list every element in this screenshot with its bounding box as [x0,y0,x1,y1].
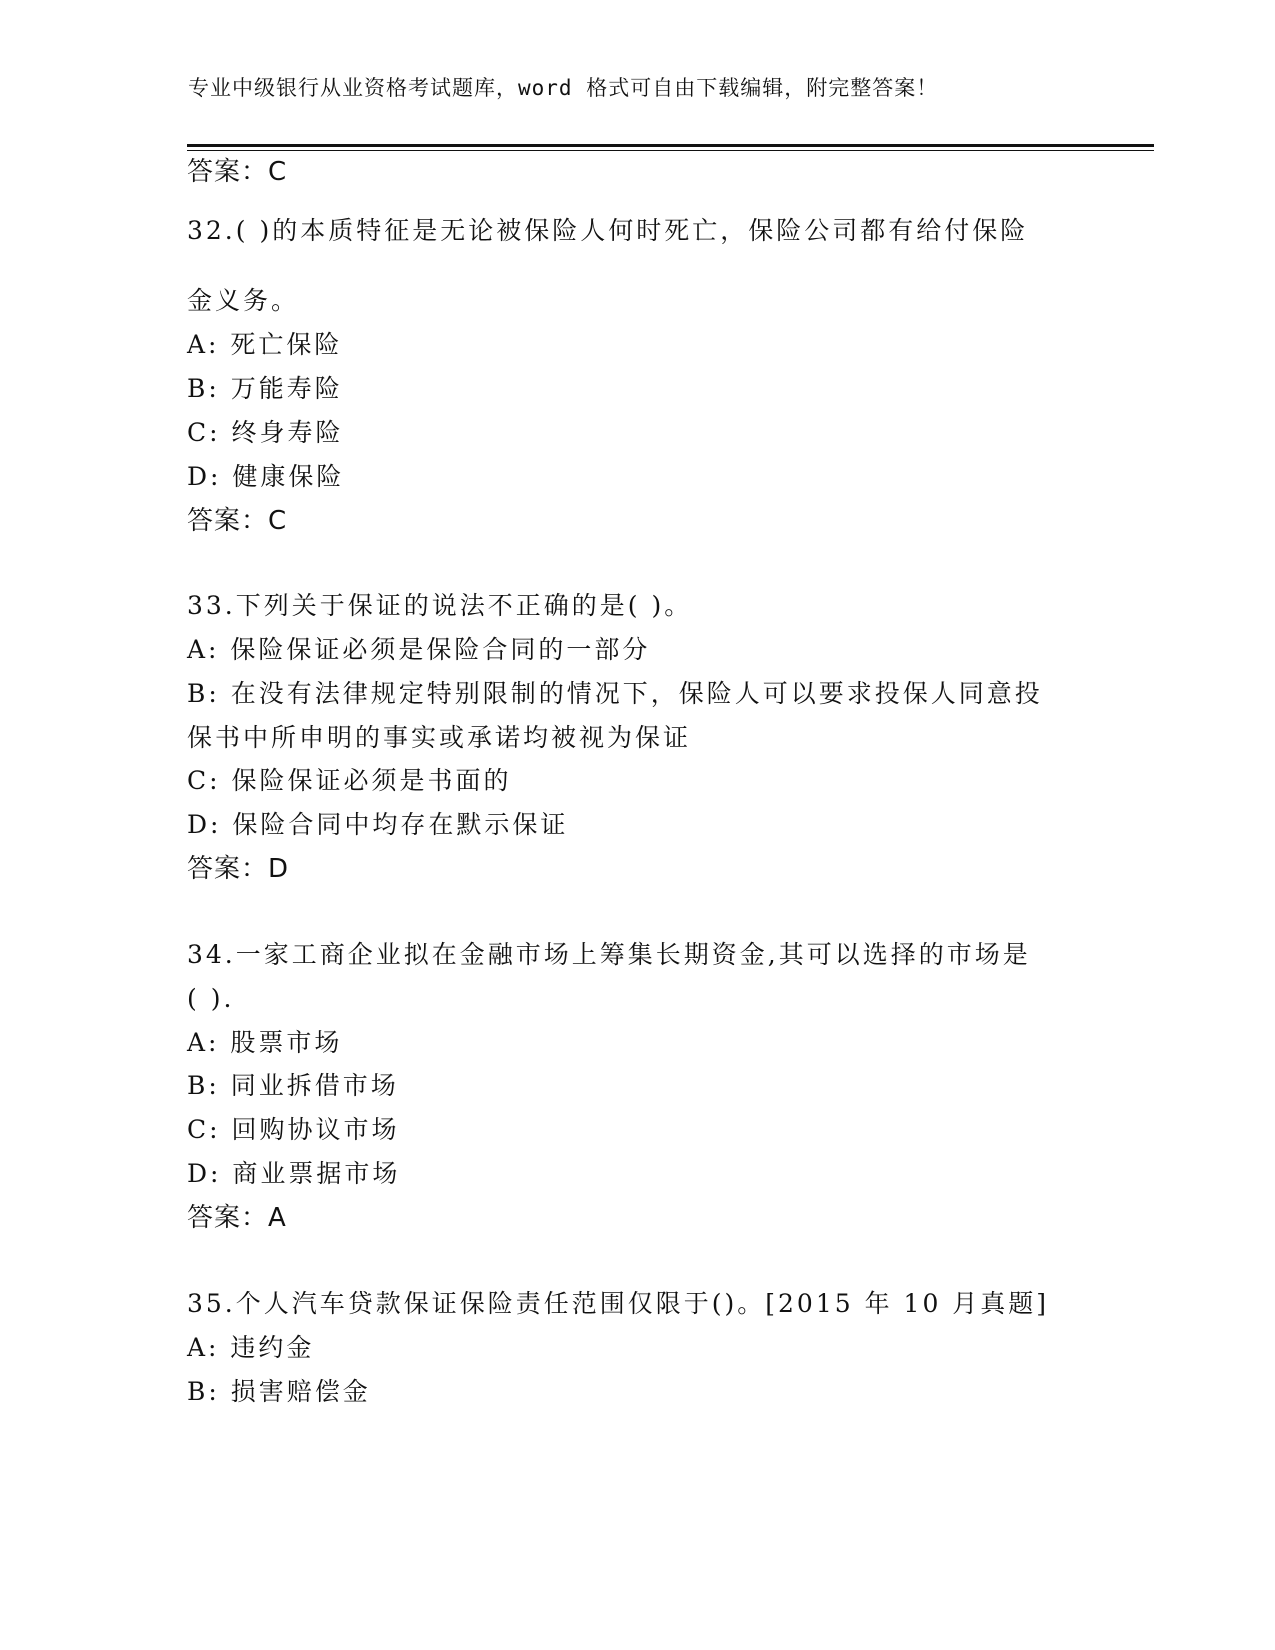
question-34-answer: 答案：A [187,1203,287,1233]
header-divider-thin [187,150,1154,151]
question-32-answer: 答案：C [187,506,288,536]
question-33-stem-line-1: 33.下列关于保证的说法不正确的是( )。 [187,591,693,620]
question-35-stem-line-1: 35.个人汽车贷款保证保险责任范围仅限于()。[2015 年 10 月真题] [187,1289,1050,1318]
question-35-option-a: A: 违约金 [187,1333,315,1362]
question-34-option-d: D: 商业票据市场 [187,1159,401,1188]
page-header: 专业中级银行从业资格考试题库，word 格式可自由下载编辑，附完整答案！ [188,76,939,100]
question-34-option-a: A: 股票市场 [187,1028,343,1057]
question-32-option-a: A: 死亡保险 [187,330,343,359]
question-34-option-b: B: 同业拆借市场 [187,1071,399,1100]
question-32-stem-line-1: 32.( )的本质特征是无论被保险人何时死亡，保险公司都有给付保险 [187,216,1029,245]
question-34-stem-line-2: ( ). [187,984,235,1013]
question-33-option-b-line-1: B: 在没有法律规定特别限制的情况下，保险人可以要求投保人同意投 [187,679,1043,708]
question-32-option-c: C: 终身寿险 [187,418,344,447]
question-34-stem-line-1: 34.一家工商企业拟在金融市场上筹集长期资金,其可以选择的市场是 [187,940,1031,969]
question-35-option-b: B: 损害赔偿金 [187,1377,371,1406]
previous-answer: 答案：C [187,157,288,187]
question-33-option-a: A: 保险保证必须是保险合同的一部分 [187,635,651,664]
question-34-option-c: C: 回购协议市场 [187,1115,400,1144]
question-32-stem-line-2: 金义务。 [187,286,300,315]
question-33-option-c: C: 保险保证必须是书面的 [187,766,512,795]
question-33-option-d: D: 保险合同中均存在默示保证 [187,810,569,839]
question-32-option-b: B: 万能寿险 [187,374,343,403]
question-33-answer: 答案：D [187,854,290,884]
question-32-option-d: D: 健康保险 [187,462,345,491]
header-divider-thick [187,144,1154,147]
question-33-option-b-line-2: 保书中所申明的事实或承诺均被视为保证 [187,723,692,752]
